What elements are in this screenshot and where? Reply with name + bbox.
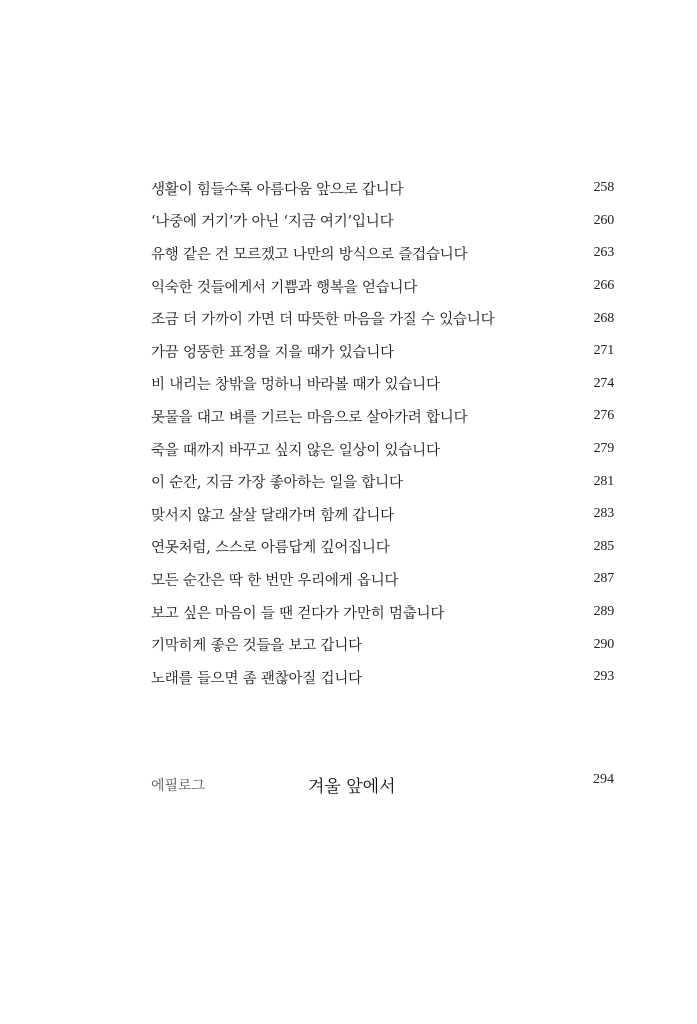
- epilogue-title: 겨울 앞에서: [308, 777, 396, 797]
- toc-entry-page-number: 274: [593, 375, 614, 391]
- toc-entry-title: 맞서지 않고 살살 달래가며 함께 갑니다: [151, 507, 394, 524]
- toc-entry-title: 노래를 들으면 좀 괜찮아질 겁니다: [151, 670, 362, 687]
- toc-entry-page-number: 283: [593, 506, 614, 522]
- toc-entry-title: ‘나중에 거기’가 아닌 ‘지금 여기’입니다: [151, 214, 394, 231]
- toc-entry-page-number: 290: [593, 636, 614, 652]
- toc-entry-page-number: 281: [593, 473, 614, 489]
- toc-entry: [151, 368, 614, 401]
- toc-entry-title: 보고 싶은 마음이 들 땐 걷다가 가만히 멈춥니다: [151, 605, 445, 622]
- toc-entry: [151, 237, 614, 270]
- toc-entry: [151, 498, 614, 531]
- toc-entry-title: 죽을 때까지 바꾸고 싶지 않은 일상이 있습니다: [151, 442, 440, 459]
- toc-entry: [151, 661, 614, 694]
- toc-entry: [151, 400, 614, 433]
- toc-entry: [151, 465, 614, 498]
- toc-entry: [151, 531, 614, 564]
- toc-entry-title: 기막히게 좋은 것들을 보고 갑니다: [151, 638, 362, 655]
- epilogue-page-number: 294: [593, 772, 614, 787]
- epilogue-entry: [151, 770, 614, 800]
- toc-entry-page-number: 266: [593, 278, 614, 294]
- toc-entry: [151, 270, 614, 303]
- toc-entry: [151, 172, 614, 205]
- toc-entry-title: 생활이 힘들수록 아름다움 앞으로 갑니다: [151, 181, 404, 198]
- toc-entry-page-number: 289: [593, 604, 614, 620]
- toc-entry-page-number: 258: [593, 180, 614, 196]
- toc-entry-page-number: 293: [593, 669, 614, 685]
- toc-entry-page-number: 263: [593, 245, 614, 261]
- epilogue-label: 에필로그: [151, 778, 206, 794]
- toc-entry-title: 못물을 대고 벼를 기르는 마음으로 살아가려 합니다: [151, 409, 468, 426]
- table-of-contents: [151, 172, 614, 694]
- toc-entry: [151, 335, 614, 368]
- toc-entry-title: 조금 더 가까이 가면 더 따뜻한 마음을 가질 수 있습니다: [151, 312, 495, 329]
- toc-entry: [151, 433, 614, 466]
- toc-entry-page-number: 276: [593, 408, 614, 424]
- toc-entry-title: 이 순간, 지금 가장 좋아하는 일을 합니다: [151, 475, 403, 492]
- toc-entry: [151, 205, 614, 238]
- toc-entry-page-number: 285: [593, 538, 614, 554]
- toc-entry-page-number: 260: [593, 212, 614, 228]
- toc-entry-title: 유행 같은 건 모르겠고 나만의 방식으로 즐겁습니다: [151, 246, 468, 263]
- toc-entry-title: 비 내리는 창밖을 멍하니 바라볼 때가 있습니다: [151, 377, 440, 394]
- toc-entry-title: 익숙한 것들에게서 기쁨과 행복을 얻습니다: [151, 279, 418, 296]
- toc-entry-title: 가끔 엉뚱한 표정을 지을 때가 있습니다: [151, 344, 394, 361]
- toc-entry-page-number: 287: [593, 571, 614, 587]
- toc-entry-title: 연못처럼, 스스로 아름답게 깊어집니다: [151, 540, 390, 557]
- toc-entry-page-number: 268: [593, 310, 614, 326]
- toc-entry: [151, 563, 614, 596]
- toc-entry: [151, 302, 614, 335]
- toc-entry-page-number: 279: [593, 441, 614, 457]
- toc-entry-page-number: 271: [593, 343, 614, 359]
- toc-entry: [151, 596, 614, 629]
- toc-entry: [151, 628, 614, 661]
- toc-entry-title: 모든 순간은 딱 한 번만 우리에게 옵니다: [151, 572, 399, 589]
